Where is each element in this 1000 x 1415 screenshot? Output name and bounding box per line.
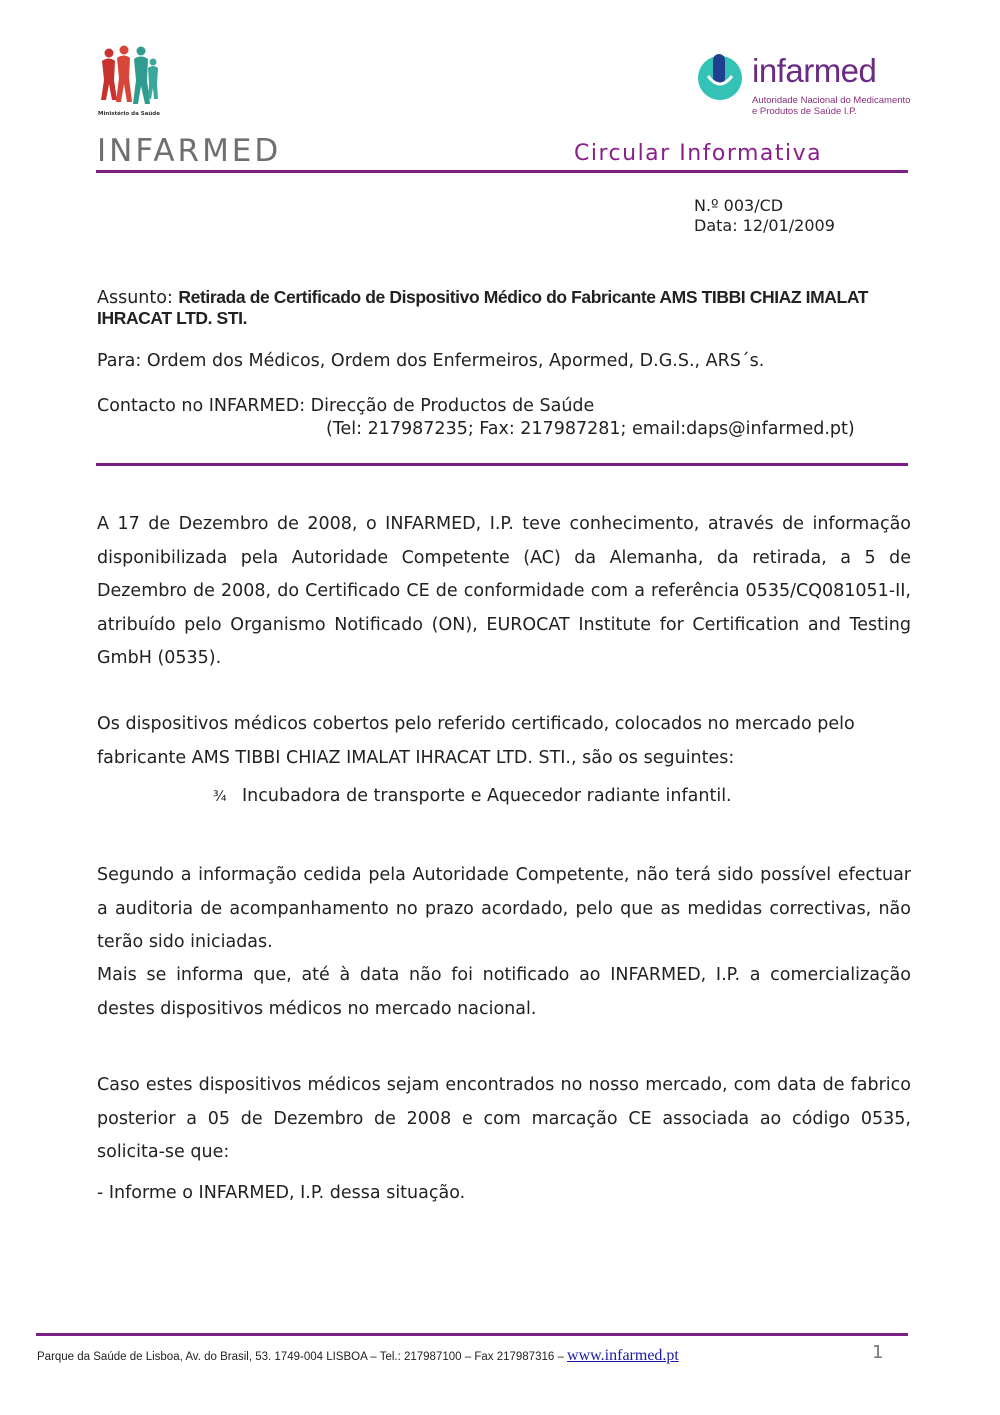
section-divider (96, 463, 908, 466)
paragraph-2 (97, 708, 911, 775)
bullet-icon: ¾ (213, 789, 227, 805)
paragraph-1: A 17 de Dezembro de 2008, o INFARMED, I.P. teve conhecimento, através de informação disponibilizada pela Autoridade Competente (AC) da Alemanha, da retirada, a 5 de Dezembro de 2008, do Certificado CE de conformidade com a referência 0535/CQ081051-II, atribuído pelo Organismo Notificado (ON), EUROCAT Institute for Certification and Testing GmbH (0535). (97, 514, 911, 668)
subject-text: Retirada de Certificado de Dispositivo Médico do Fabricante AMS TIBBI CHIAZ IMALAT IHRACAT LTD. STI. (97, 287, 869, 328)
ministerio-caption: Ministério da Saúde (98, 111, 160, 117)
infarmed-wordmark: infarmed (752, 52, 877, 89)
device-list-item (213, 786, 732, 806)
subject-label: Assunto: (97, 288, 179, 308)
ministerio-logo (97, 44, 159, 120)
infarmed-tagline-line2: e Produtos de Saúde I.P. (752, 106, 857, 117)
reference-date: Data: 12/01/2009 (694, 216, 835, 235)
paragraph-2-line-2: fabricante AMS TIBBI CHIAZ IMALAT IHRACAT LTD. STI., são os seguintes: (97, 747, 735, 768)
device-list-item-text: Incubadora de transporte e Aquecedor radiante infantil. (242, 786, 732, 806)
brand-title: INFARMED (97, 133, 282, 169)
page-number: 1 (872, 1342, 884, 1363)
action-item: - Informe o INFARMED, I.P. dessa situação. (97, 1183, 466, 1203)
footer-website-link[interactable]: www.infarmed.pt (567, 1347, 679, 1364)
reference-number: N.º 003/CD (694, 196, 784, 215)
paragraph-3: Segundo a informação cedida pela Autoridade Competente, não terá sido possível efectuar a auditoria de acompanhamento no prazo acordado, pelo que as medidas correctivas, não terão sido iniciadas. (97, 865, 911, 952)
infarmed-tagline-line1: Autoridade Nacional do Medicamento (752, 95, 911, 106)
recipients: Para: Ordem dos Médicos, Ordem dos Enfermeiros, Apormed, D.G.S., ARS´s. (97, 351, 765, 371)
contact-details: (Tel: 217987235; Fax: 217987281; email:daps@infarmed.pt) (326, 419, 855, 439)
document-type: Circular Informativa (574, 141, 823, 166)
footer (37, 1347, 679, 1365)
paragraph-4: Mais se informa que, até à data não foi notificado ao INFARMED, I.P. a comercialização destes dispositivos médicos no mercado nacional. (97, 965, 911, 1019)
paragraph-2-line-1: Os dispositivos médicos cobertos pelo referido certificado, colocados no mercado pelo (97, 714, 855, 734)
footer-divider (36, 1333, 908, 1336)
footer-address: Parque da Saúde de Lisboa, Av. do Brasil, 53. 1749-004 LISBOA – Tel.: 217987100 – Fax 217987316 – (37, 1351, 568, 1363)
contact-line: Contacto no INFARMED: Direcção de Productos de Saúde (97, 396, 595, 416)
ministerio-figures-icon (97, 44, 159, 114)
header-divider (96, 170, 908, 173)
subject (97, 287, 907, 329)
paragraph-5: Caso estes dispositivos médicos sejam encontrados no nosso mercado, com data de fabrico posterior a 05 de Dezembro de 2008 e com marcação CE associada ao código 0535, solicita-se que: (97, 1075, 911, 1162)
infarmed-symbol-icon (695, 50, 747, 102)
